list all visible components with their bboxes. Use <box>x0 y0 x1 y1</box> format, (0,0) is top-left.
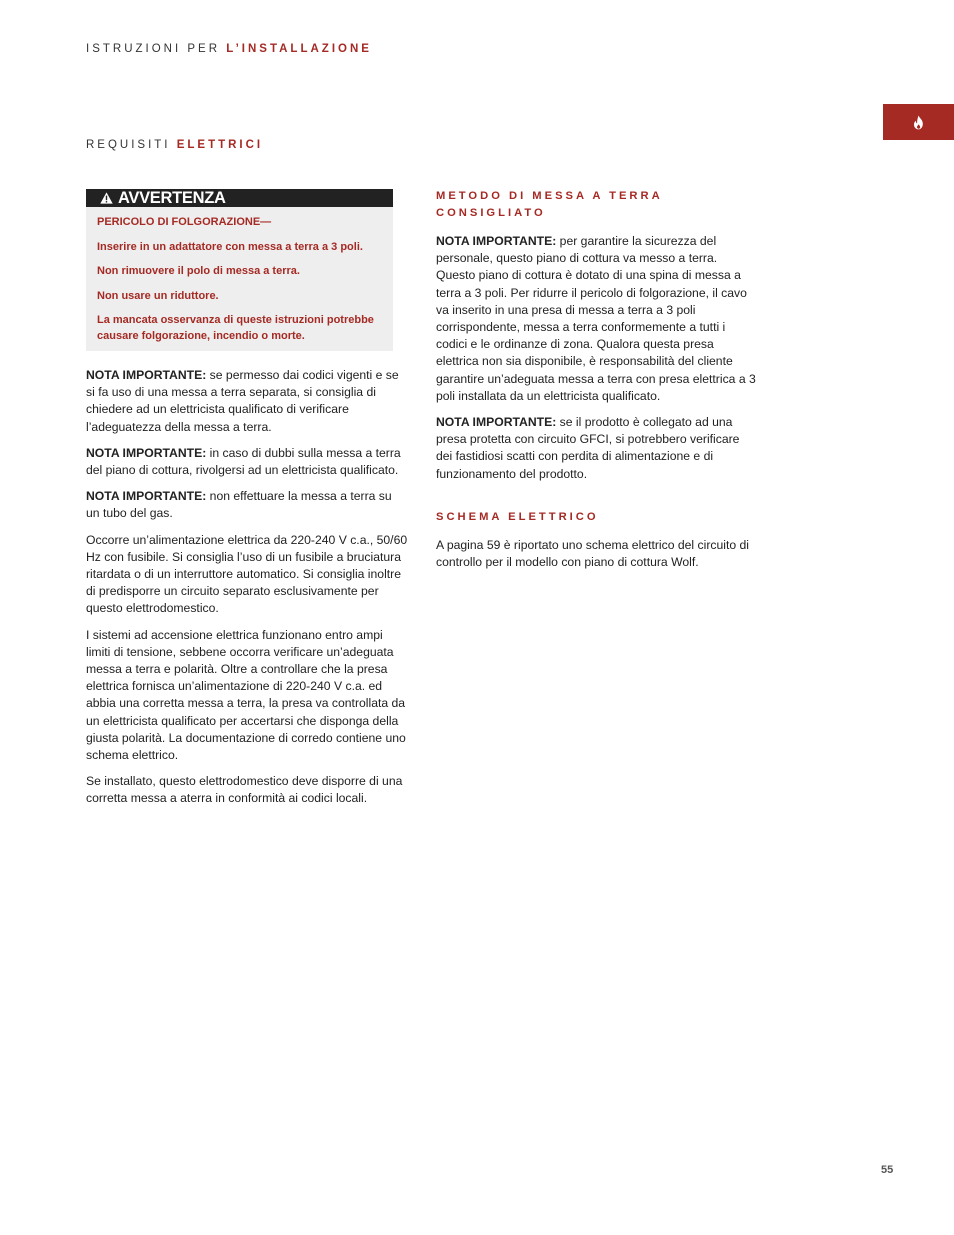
important-note <box>86 445 408 479</box>
schema-paragraph: A pagina 59 è riportato uno schema elettrico del circuito di controllo per il modello con piano di cottura Wolf. <box>436 537 749 570</box>
grounding-title: METODO DI MESSA A TERRA CONSIGLIATO <box>436 190 663 219</box>
warning-header <box>86 189 393 207</box>
header-prefix: ISTRUZIONI PER <box>86 43 227 55</box>
note-label: NOTA IMPORTANTE: <box>86 445 207 460</box>
important-note <box>436 414 758 483</box>
left-column <box>86 189 408 817</box>
right-column <box>436 188 758 580</box>
flame-icon <box>912 115 925 130</box>
note-text: in caso di dubbi sulla messa a terra del piano di cottura, rivolgersi ad un elettricista qualificato. <box>86 445 401 478</box>
warning-line: Non usare un riduttore. <box>97 289 219 302</box>
body-paragraph: Se installato, questo elettrodomestico deve disporre di una corretta messa a aterra in conformità ai codici locali. <box>86 774 403 806</box>
warning-line: Inserire in un adattatore con messa a terra a 3 poli. <box>97 240 363 253</box>
warning-line: PERICOLO DI FOLGORAZIONE— <box>97 216 272 228</box>
body-paragraph: Occorre un’alimentazione elettrica da 220-240 V c.a., 50/60 Hz con fusibile. Si consiglia l’uso di un fusibile a bruciatura ritardata o di un interruttore automatico. Si consiglia inoltre di predisporre un circuito separato esclusivamente per questo elettrodomestico. <box>86 532 408 616</box>
header-accent: L’INSTALLAZIONE <box>226 43 372 55</box>
note-text: per garantire la sicurezza del personale, questo piano di cottura va messo a terra. Questo piano di cottura è dotato di una spina di messa a terra a 3 poli. Per ridurre il pericolo di folgorazione, il cavo va inserito in una presa di messa a terra a 3 poli corrispondente, messa a terra conformemente a tutti i codici e le ordinanze di zona. Qualora questa presa elettrica non sia disponibile, è responsabilità del cliente garantire un’adeguata messa a terra con presa elettrica a 3 poli installata da un elettricista qualificato. <box>436 234 756 403</box>
important-note <box>86 367 408 436</box>
note-text: se il prodotto è collegato ad una presa protetta con circuito GFCI, si potrebbero verificare dei fastidiosi scatti con perdita di alimentazione e di funzionamento del prodotto. <box>436 415 740 481</box>
important-note <box>436 233 758 405</box>
section-accent: ELETTRICI <box>176 139 264 151</box>
schema-title: SCHEMA ELETTRICO <box>436 510 599 523</box>
body-paragraph: I sistemi ad accensione elettrica funzionano entro ampi limiti di tensione, sebbene occorra verificare un’adeguata messa a terra e polarità. Oltre a controllare che la presa elettrica fornisca un’alimentazione di 220-240 V c.a. ed abbia una corretta messa a terra, la presa va controllata da un elettricista qualificato per accertarsi che disponga della giusta polarità. La documentazione di corredo contiene uno schema elettrico. <box>86 627 406 763</box>
note-label: NOTA IMPORTANTE: <box>436 234 557 248</box>
important-note <box>86 488 408 522</box>
section-tab <box>883 104 954 140</box>
warning-box <box>86 189 393 351</box>
warning-triangle-icon <box>100 192 118 204</box>
warning-line: La mancata osservanza di queste istruzioni potrebbe causare folgorazione, incendio o morte. <box>97 314 374 342</box>
page-header <box>86 43 372 55</box>
note-label: NOTA IMPORTANTE: <box>86 368 207 382</box>
warning-body <box>86 207 393 351</box>
warning-title: AVVERTENZA <box>118 188 226 207</box>
note-text: non effettuare la messa a terra su un tubo del gas. <box>86 489 392 521</box>
section-prefix: REQUISITI <box>86 139 177 151</box>
note-text: se permesso dai codici vigenti e se si fa uso di una messa a terra separata, si consiglia di chiedere ad un elettricista qualificato di verificare l’adeguatezza della messa a terra. <box>86 368 399 434</box>
note-label: NOTA IMPORTANTE: <box>86 489 207 504</box>
warning-line: Non rimuovere il polo di messa a terra. <box>97 265 300 277</box>
page-number: 55 <box>881 1164 894 1176</box>
note-label: NOTA IMPORTANTE: <box>436 415 557 430</box>
section-title <box>86 139 263 151</box>
